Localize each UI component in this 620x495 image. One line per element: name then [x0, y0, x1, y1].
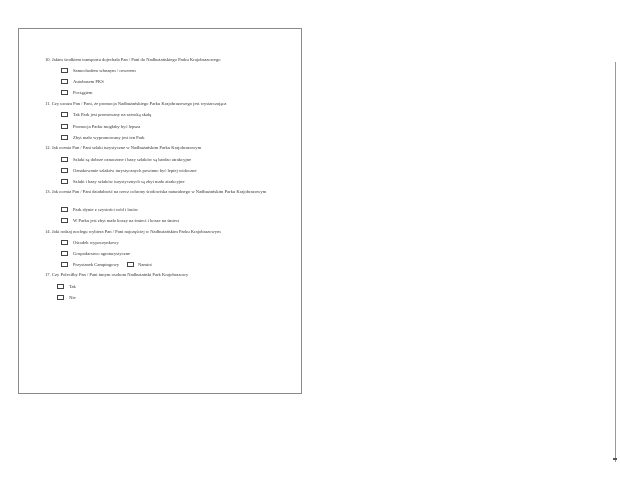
option-label: Promocja Parku mogłaby być lepsza [73, 124, 141, 129]
option-label: Pociągiem [73, 90, 93, 95]
option-label: Tak [69, 284, 76, 289]
checkbox[interactable] [61, 262, 68, 267]
checkbox[interactable] [61, 135, 68, 140]
checkbox[interactable] [61, 251, 68, 256]
option-label: Namiot [138, 262, 152, 267]
question-13: 13. Jak ocenia Pan / Pani działalność na rzecz ochrony środowiska naturalnego w Nadbużańskim Parku Krajobrazowym [45, 189, 267, 194]
option-label: Gospodarstwo agroturystyczne [73, 251, 131, 256]
checkbox[interactable] [61, 68, 68, 73]
checkbox[interactable] [61, 157, 68, 162]
checkbox[interactable] [61, 168, 68, 173]
question-14: 14. Jaki rodzaj noclegu wybiera Pan / Pani najczęściej w Nadbużańskim Parku Krajobrazowym [45, 229, 221, 234]
option-label: Szlaki są dobrze oznaczone i bazy szlaków są bardzo atrakcyjne [73, 157, 191, 162]
option-label: Nie [69, 295, 76, 300]
question-12: 12. Jak ocenia Pan / Pani szlaki turystyczne w Nadbużańskim Parku Krajobrazowym [45, 145, 202, 150]
option-label: Samochodem własnym / rowerem [73, 68, 136, 73]
checkbox[interactable] [61, 240, 68, 245]
checkbox[interactable] [57, 295, 64, 300]
question-10: 10. Jakim środkiem transportu dojechała Pan / Pani do Nadbużańskiego Parku Krajobrazowego [45, 57, 221, 62]
option-label: Ośrodek wypoczynkowy [73, 240, 119, 245]
checkbox[interactable] [61, 90, 68, 95]
checkbox[interactable] [127, 262, 134, 267]
option-label: Autobusem PKS [73, 79, 104, 84]
option-label: Tak Park jest promowany na szeroką skalę [73, 112, 152, 117]
option-label: W Parku jest zbyt mało koszy na śmieci i kosze na śmieci [73, 218, 180, 223]
checkbox[interactable] [61, 218, 68, 223]
option-label: Szlaki i bazy szlaków turystycznych są zbyt mało atrakcyjne [73, 179, 185, 184]
question-11: 11. Czy uważa Pan / Pani, że promocja Nadbużańskiego Parku Krajobrazowego jest wystarczająca [45, 101, 227, 106]
checkbox[interactable] [61, 207, 68, 212]
checkbox[interactable] [61, 112, 68, 117]
checkbox[interactable] [61, 179, 68, 184]
question-17: 17. Czy Poleciłby Pan / Pani innym osobom Nadbużański Park Krajobrazowy [45, 272, 189, 277]
option-label: Oznakowanie szlaków turystycznych powinno być lepiej widoczne [73, 168, 197, 173]
document-page [18, 28, 302, 394]
checkbox[interactable] [61, 79, 68, 84]
option-label: Park słynie z czystości wód i lasów [73, 207, 139, 212]
checkbox[interactable] [57, 284, 64, 289]
option-label: Zbyt mało wypromowany jest ten Park [73, 135, 145, 140]
window-edge-line [615, 62, 616, 462]
checkbox[interactable] [61, 124, 68, 129]
option-label: Przystanek Campingowy [73, 262, 120, 267]
window-edge-tick [613, 458, 617, 460]
